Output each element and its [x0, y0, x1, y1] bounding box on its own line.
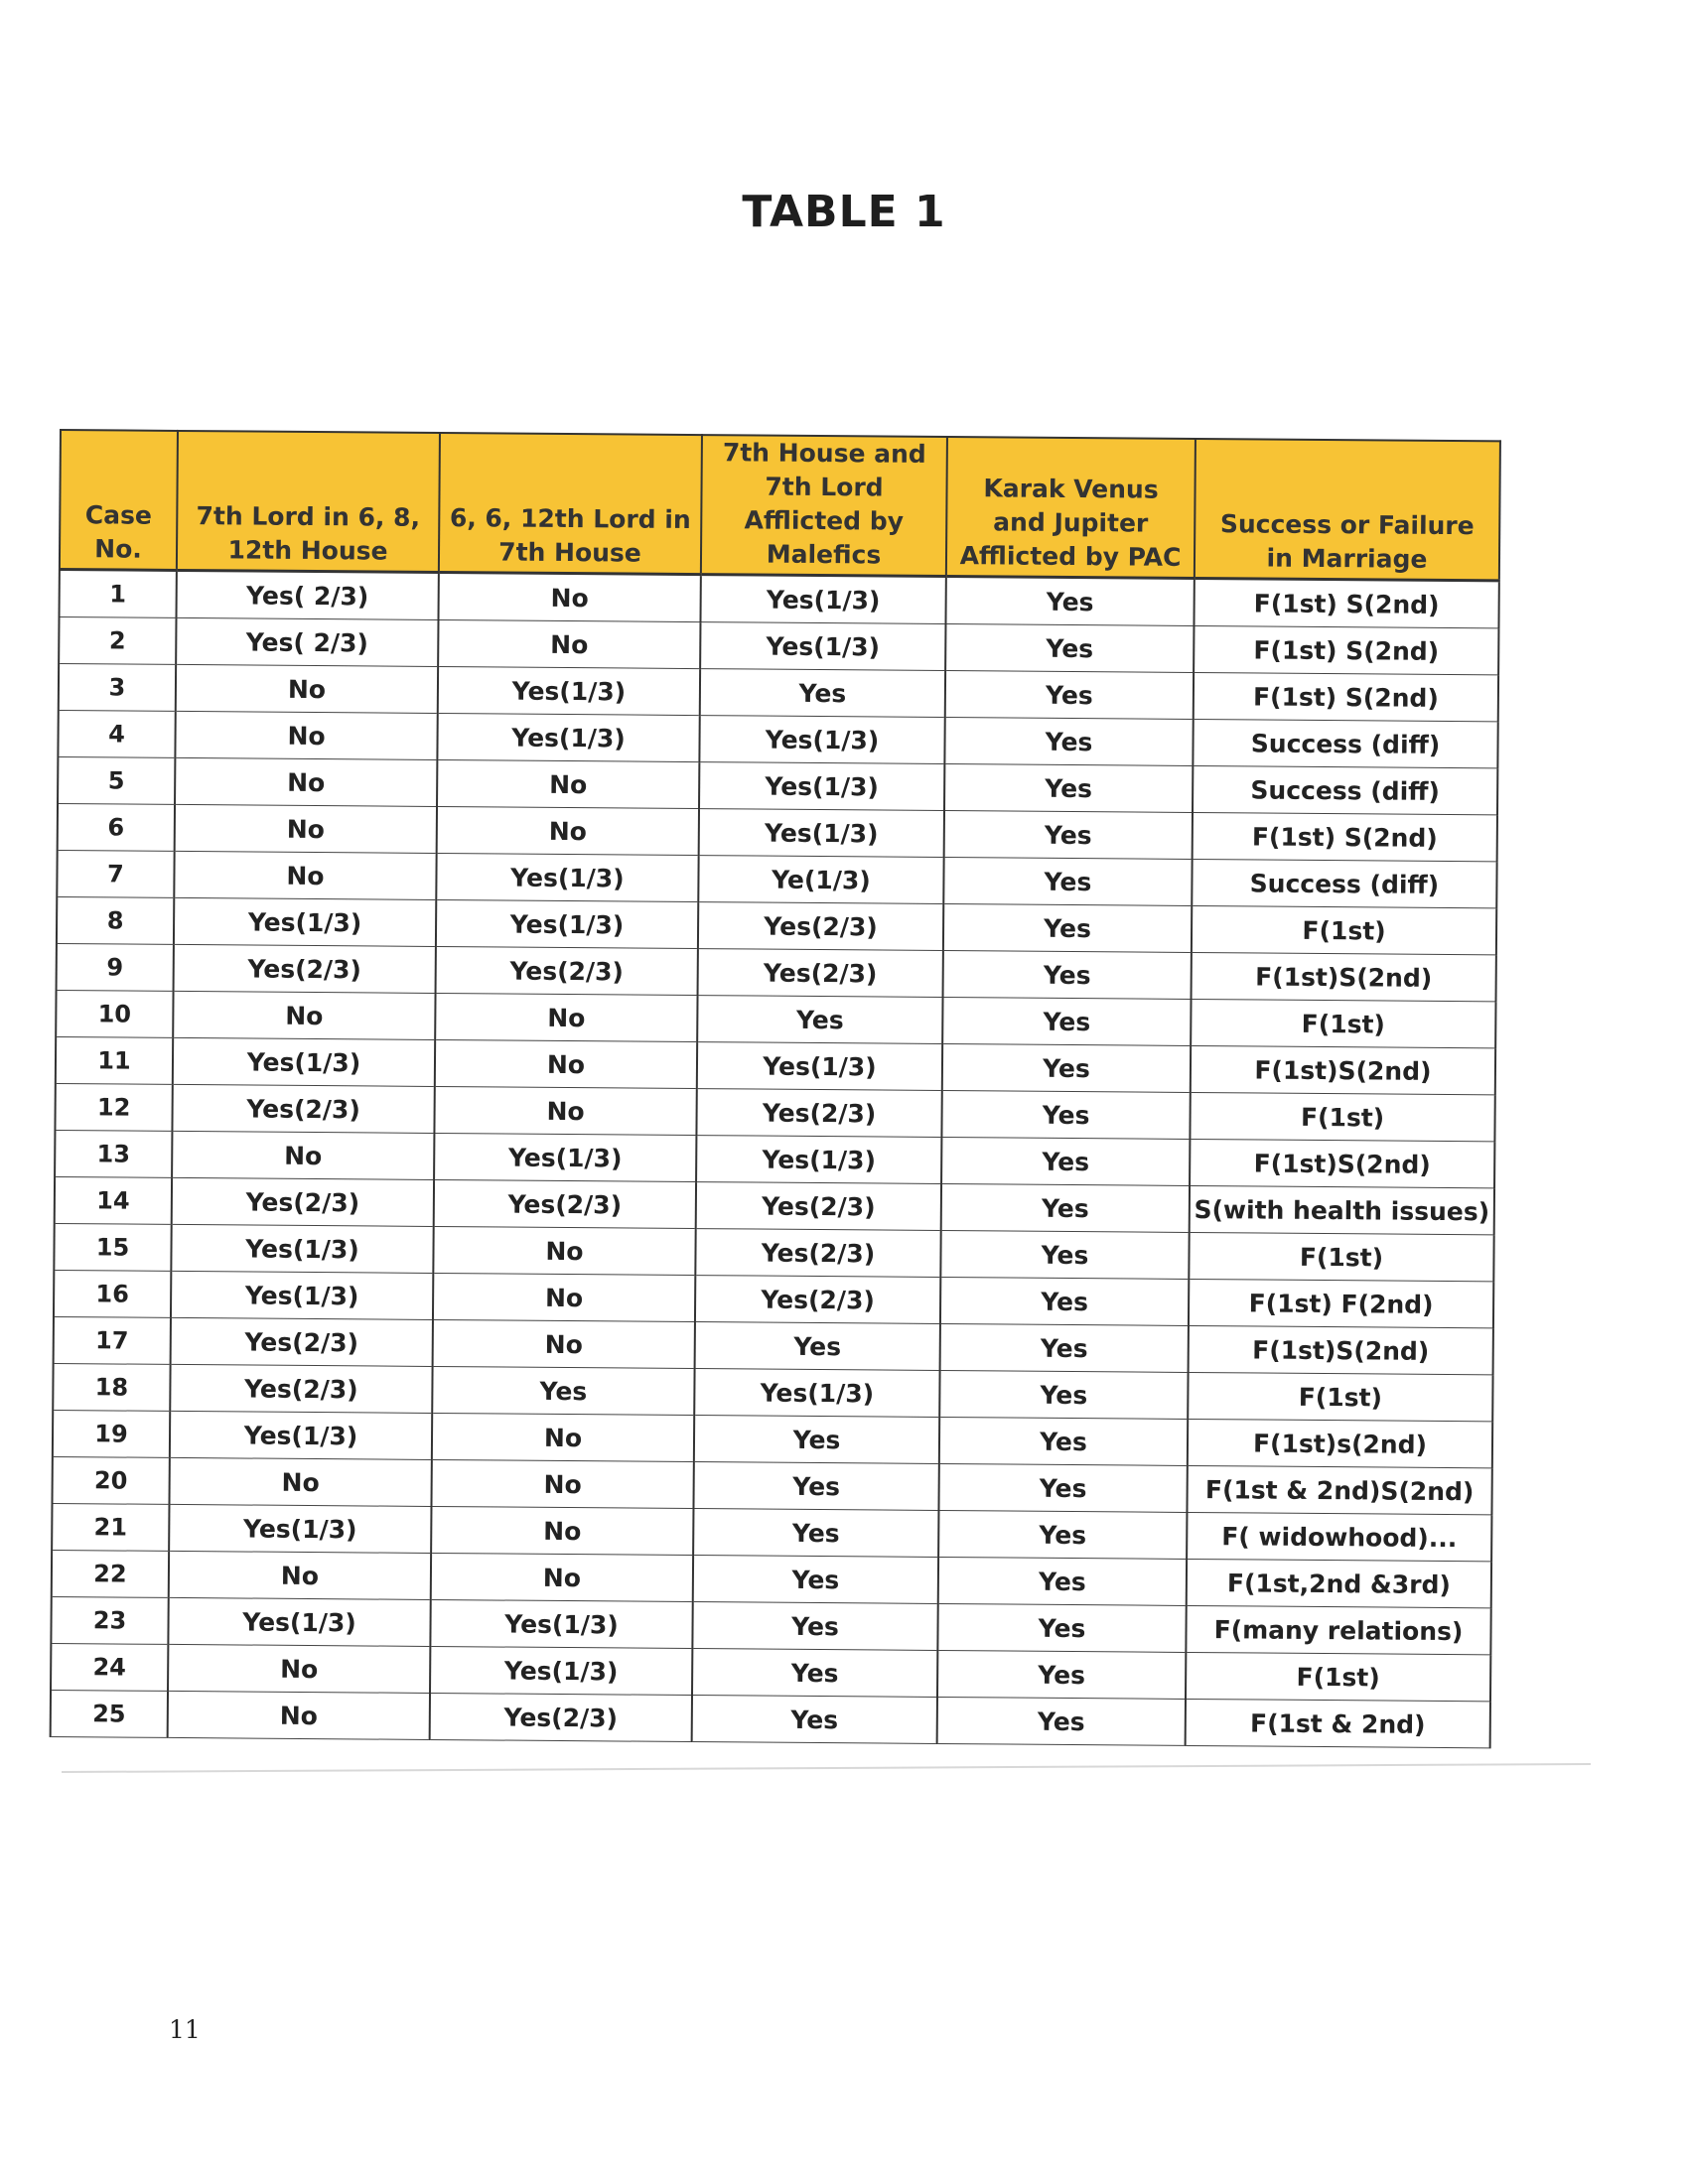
cell-case-no: 24 — [51, 1643, 168, 1691]
cell-afflicted-malefics: Yes(1/3) — [697, 1042, 942, 1091]
cell-case-no: 19 — [53, 1410, 170, 1457]
cell-lord-in-7th: Yes(1/3) — [430, 1646, 692, 1695]
cell-karak-venus-jupiter: Yes — [943, 858, 1192, 906]
cell-success-failure: F(1st,2nd &3rd) — [1187, 1559, 1491, 1607]
cell-lord-in-7th: No — [438, 573, 700, 622]
cell-7th-lord: Yes(1/3) — [168, 1597, 430, 1646]
cell-afflicted-malefics: Yes(1/3) — [696, 1136, 941, 1184]
cell-karak-venus-jupiter: Yes — [938, 1463, 1187, 1512]
cell-case-no: 23 — [51, 1596, 168, 1644]
cell-case-no: 10 — [56, 990, 173, 1037]
cell-karak-venus-jupiter: Yes — [941, 1183, 1190, 1232]
cell-lord-in-7th: Yes(2/3) — [436, 946, 698, 995]
cell-lord-in-7th: No — [431, 1459, 693, 1508]
cell-karak-venus-jupiter: Yes — [943, 904, 1192, 953]
cell-7th-lord: No — [168, 1644, 430, 1693]
data-table — [50, 429, 1501, 1748]
cell-karak-venus-jupiter: Yes — [940, 1323, 1189, 1372]
cell-afflicted-malefics: Yes — [692, 1602, 937, 1651]
cell-case-no: 8 — [57, 896, 174, 944]
cell-case-no: 5 — [58, 756, 175, 804]
cell-7th-lord: Yes(1/3) — [169, 1504, 431, 1553]
cell-case-no: 15 — [54, 1223, 171, 1271]
cell-afflicted-malefics: Yes(2/3) — [696, 1089, 941, 1138]
cell-case-no: 7 — [57, 850, 174, 897]
cell-success-failure: F( widowhood)... — [1187, 1512, 1491, 1561]
cell-lord-in-7th: No — [431, 1553, 693, 1601]
cell-7th-lord: Yes(2/3) — [171, 1317, 433, 1366]
cell-lord-in-7th: No — [434, 1086, 696, 1135]
cell-afflicted-malefics: Yes — [694, 1416, 939, 1464]
cell-karak-venus-jupiter: Yes — [942, 1044, 1191, 1093]
cell-success-failure: Success (diff) — [1193, 719, 1497, 767]
cell-success-failure: F(1st)S(2nd) — [1191, 1045, 1495, 1094]
page-title: TABLE 1 — [742, 187, 946, 237]
cell-karak-venus-jupiter: Yes — [945, 671, 1194, 720]
cell-lord-in-7th: No — [431, 1506, 693, 1555]
cell-lord-in-7th: Yes(2/3) — [430, 1693, 692, 1741]
cell-case-no: 25 — [51, 1690, 168, 1737]
cell-lord-in-7th: No — [433, 1226, 695, 1275]
cell-afflicted-malefics: Yes(2/3) — [696, 1182, 941, 1231]
cell-success-failure: F(1st) S(2nd) — [1193, 812, 1497, 861]
cell-success-failure: F(1st & 2nd) — [1186, 1699, 1490, 1747]
cell-lord-in-7th: Yes(1/3) — [437, 713, 699, 761]
cell-afflicted-malefics: Yes — [697, 996, 942, 1044]
cell-karak-venus-jupiter: Yes — [942, 998, 1191, 1046]
cell-success-failure: F(1st) S(2nd) — [1194, 578, 1498, 627]
cell-karak-venus-jupiter: Yes — [939, 1417, 1188, 1465]
cell-karak-venus-jupiter: Yes — [944, 718, 1193, 766]
cell-success-failure: F(many relations) — [1186, 1605, 1490, 1654]
cell-afflicted-malefics: Yes — [693, 1556, 938, 1604]
cell-case-no: 22 — [52, 1550, 169, 1597]
cell-karak-venus-jupiter: Yes — [939, 1370, 1188, 1419]
cell-success-failure: F(1st)S(2nd) — [1189, 1325, 1493, 1374]
cell-lord-in-7th: Yes(1/3) — [436, 899, 698, 948]
cell-success-failure: Success (diff) — [1192, 859, 1496, 907]
cell-afflicted-malefics: Yes(1/3) — [700, 575, 945, 624]
cell-karak-venus-jupiter: Yes — [937, 1697, 1186, 1745]
cell-lord-in-7th: Yes(1/3) — [436, 853, 698, 901]
cell-7th-lord: No — [176, 664, 438, 713]
cell-karak-venus-jupiter: Yes — [943, 951, 1192, 1000]
cell-lord-in-7th: No — [438, 620, 700, 669]
cell-success-failure: F(1st)S(2nd) — [1190, 1139, 1494, 1187]
cell-case-no: 18 — [53, 1363, 170, 1411]
cell-karak-venus-jupiter: Yes — [945, 577, 1194, 626]
cell-success-failure: F(1st) S(2nd) — [1194, 625, 1498, 674]
header-success-failure: Success or Failure in Marriage — [1195, 439, 1500, 581]
cell-7th-lord: Yes(1/3) — [171, 1271, 433, 1319]
cell-7th-lord: Yes(1/3) — [170, 1411, 432, 1459]
cell-karak-venus-jupiter: Yes — [937, 1650, 1186, 1699]
cell-case-no: 20 — [52, 1456, 169, 1504]
cell-7th-lord: No — [169, 1551, 431, 1599]
cell-afflicted-malefics: Yes(1/3) — [699, 716, 944, 764]
cell-case-no: 12 — [55, 1083, 172, 1131]
cell-lord-in-7th: No — [437, 759, 699, 808]
cell-afflicted-malefics: Yes — [692, 1649, 937, 1698]
cell-case-no: 2 — [59, 617, 176, 665]
cell-lord-in-7th: Yes(2/3) — [434, 1179, 696, 1228]
cell-karak-venus-jupiter: Yes — [940, 1277, 1189, 1325]
cell-afflicted-malefics: Yes — [693, 1509, 938, 1558]
cell-case-no: 3 — [59, 664, 176, 712]
cell-7th-lord: No — [175, 804, 437, 853]
cell-success-failure: F(1st) F(2nd) — [1189, 1279, 1493, 1327]
header-karak-venus-jupiter: Karak Venus and Jupiter Afflicted by PAC — [946, 437, 1196, 578]
header-lord-in-7th: 6, 6, 12th Lord in 7th House — [439, 433, 702, 575]
header-row — [60, 430, 1500, 581]
cell-afflicted-malefics: Yes — [692, 1696, 937, 1744]
table-body — [51, 570, 1499, 1748]
cell-case-no: 21 — [52, 1503, 169, 1551]
header-afflicted-malefics: 7th House and 7th Lord Afflicted by Malefics — [701, 435, 947, 576]
cell-karak-venus-jupiter: Yes — [944, 764, 1193, 813]
cell-afflicted-malefics: Yes(2/3) — [698, 902, 943, 951]
cell-7th-lord: Yes(1/3) — [173, 1037, 435, 1086]
cell-7th-lord: Yes(1/3) — [174, 897, 436, 946]
cell-7th-lord: Yes( 2/3) — [176, 617, 438, 666]
cell-lord-in-7th: No — [437, 806, 699, 855]
cell-lord-in-7th: Yes(1/3) — [430, 1599, 692, 1648]
cell-afflicted-malefics: Yes — [695, 1322, 940, 1371]
cell-karak-venus-jupiter: Yes — [940, 1230, 1189, 1279]
cell-lord-in-7th: No — [433, 1273, 695, 1321]
cell-afflicted-malefics: Yes(2/3) — [695, 1229, 940, 1278]
header-7th-lord: 7th Lord in 6, 8, 12th House — [177, 431, 440, 573]
cell-afflicted-malefics: Yes(1/3) — [699, 762, 944, 811]
cell-afflicted-malefics: Yes(2/3) — [695, 1276, 940, 1324]
cell-afflicted-malefics: Yes — [700, 669, 945, 718]
cell-success-failure: F(1st) — [1192, 905, 1496, 954]
page-number: 11 — [169, 2015, 201, 2044]
header-case-no: Case No. — [60, 430, 178, 570]
cell-karak-venus-jupiter: Yes — [941, 1091, 1190, 1140]
cell-afflicted-malefics: Yes(1/3) — [700, 622, 945, 671]
cell-lord-in-7th: No — [435, 993, 697, 1041]
cell-lord-in-7th: Yes(1/3) — [434, 1133, 696, 1181]
cell-7th-lord: Yes(1/3) — [171, 1224, 433, 1273]
cell-7th-lord: No — [173, 991, 435, 1039]
cell-7th-lord: No — [172, 1131, 434, 1179]
table-container — [50, 429, 1499, 1748]
cell-case-no: 6 — [58, 803, 175, 851]
cell-success-failure: F(1st) — [1189, 1232, 1493, 1281]
cell-lord-in-7th: No — [433, 1319, 695, 1368]
cell-lord-in-7th: Yes — [432, 1366, 694, 1415]
table-header — [60, 430, 1500, 581]
divider — [62, 1763, 1591, 1773]
cell-afflicted-malefics: Yes — [693, 1462, 938, 1511]
cell-success-failure: S(with health issues) — [1190, 1185, 1494, 1234]
cell-success-failure: F(1st)S(2nd) — [1192, 952, 1496, 1001]
table-row — [51, 1690, 1490, 1747]
cell-7th-lord: No — [175, 757, 437, 806]
cell-success-failure: Success (diff) — [1193, 765, 1497, 814]
cell-7th-lord: No — [174, 851, 436, 899]
cell-success-failure: F(1st) S(2nd) — [1194, 672, 1498, 721]
cell-case-no: 16 — [54, 1270, 171, 1317]
cell-karak-venus-jupiter: Yes — [938, 1557, 1187, 1605]
cell-success-failure: F(1st) — [1191, 999, 1495, 1047]
cell-karak-venus-jupiter: Yes — [937, 1603, 1186, 1652]
cell-afflicted-malefics: Ye(1/3) — [698, 856, 943, 904]
cell-afflicted-malefics: Yes(1/3) — [699, 809, 944, 858]
cell-lord-in-7th: No — [435, 1039, 697, 1088]
cell-case-no: 1 — [60, 570, 177, 618]
cell-case-no: 9 — [57, 943, 174, 991]
cell-7th-lord: Yes(2/3) — [172, 1177, 434, 1226]
cell-7th-lord: No — [169, 1457, 431, 1506]
cell-afflicted-malefics: Yes(1/3) — [694, 1369, 939, 1418]
cell-success-failure: F(1st) — [1186, 1652, 1490, 1701]
cell-case-no: 4 — [58, 710, 175, 757]
cell-7th-lord: Yes( 2/3) — [177, 570, 439, 619]
cell-success-failure: F(1st) — [1188, 1372, 1492, 1421]
cell-karak-venus-jupiter: Yes — [938, 1510, 1187, 1559]
cell-case-no: 11 — [56, 1036, 173, 1084]
cell-success-failure: F(1st & 2nd)S(2nd) — [1187, 1465, 1491, 1514]
cell-7th-lord: Yes(2/3) — [170, 1364, 432, 1413]
cell-karak-venus-jupiter: Yes — [941, 1137, 1190, 1185]
cell-success-failure: F(1st) — [1190, 1092, 1494, 1141]
cell-case-no: 14 — [55, 1176, 172, 1224]
cell-case-no: 13 — [55, 1130, 172, 1177]
cell-karak-venus-jupiter: Yes — [945, 624, 1194, 673]
cell-karak-venus-jupiter: Yes — [944, 811, 1193, 860]
cell-7th-lord: Yes(2/3) — [172, 1084, 434, 1133]
cell-lord-in-7th: No — [432, 1413, 694, 1461]
cell-lord-in-7th: Yes(1/3) — [438, 667, 700, 716]
cell-afflicted-malefics: Yes(2/3) — [698, 949, 943, 998]
cell-7th-lord: No — [175, 711, 437, 759]
cell-case-no: 17 — [54, 1316, 171, 1364]
cell-7th-lord: No — [168, 1691, 430, 1739]
cell-success-failure: F(1st)s(2nd) — [1188, 1419, 1492, 1467]
cell-7th-lord: Yes(2/3) — [174, 944, 436, 993]
